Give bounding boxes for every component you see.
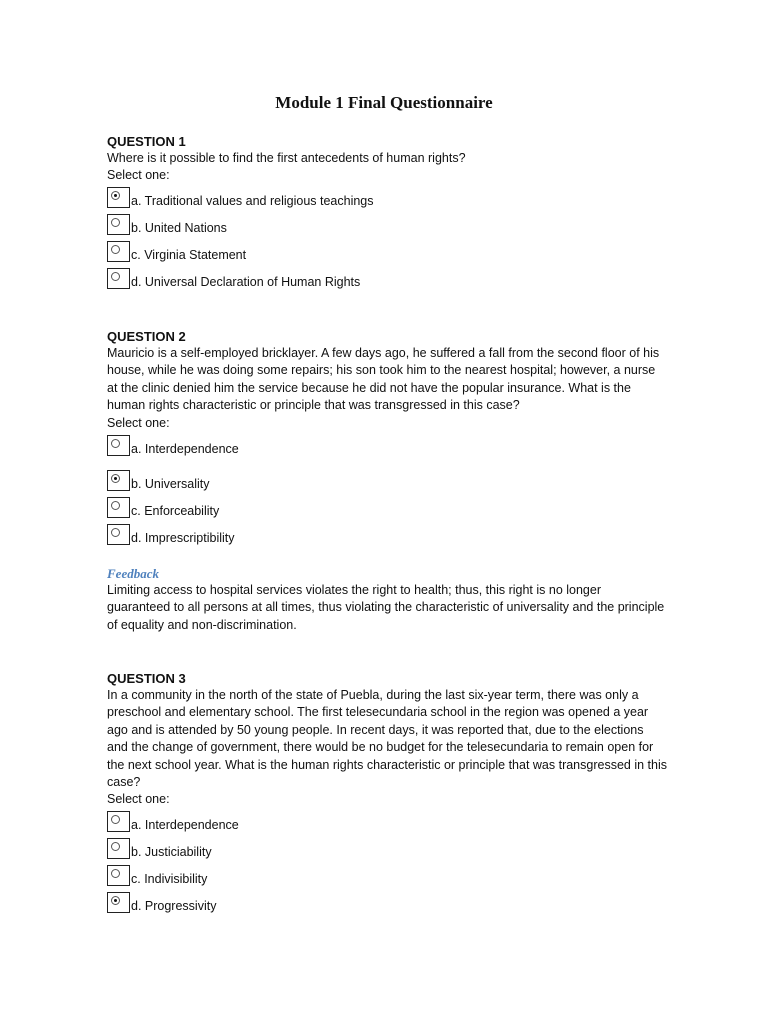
radio-button[interactable] — [107, 435, 130, 456]
option-c[interactable] — [107, 494, 219, 518]
question-text: Where is it possible to find the first antecedents of human rights? — [107, 151, 466, 165]
option-label: b. United Nations — [131, 221, 227, 236]
option-c[interactable] — [107, 238, 246, 262]
option-label: d. Progressivity — [131, 899, 217, 914]
radio-empty-icon — [111, 869, 120, 878]
option-label: b. Universality — [131, 476, 210, 491]
option-a[interactable] — [107, 184, 374, 208]
radio-empty-icon — [111, 815, 120, 824]
question-heading: QUESTION 1 — [107, 134, 186, 149]
radio-button[interactable] — [107, 268, 130, 289]
option-b[interactable] — [107, 467, 210, 491]
feedback-title: Feedback — [107, 566, 159, 581]
question-3 — [107, 670, 667, 914]
option-label: d. Imprescriptibility — [131, 530, 235, 545]
option-b[interactable] — [107, 211, 227, 235]
question-2 — [107, 328, 667, 545]
radio-button[interactable] — [107, 524, 130, 545]
option-label: c. Enforceability — [131, 503, 220, 518]
option-label: d. Universal Declaration of Human Rights — [131, 275, 361, 290]
question-text: Mauricio is a self-employed bricklayer. A few days ago, he suffered a fall from the second floor of his house, while he was doing some repairs; his son took him to the nearest hospital; however, a nurse at the clinic denied him the service because he did not have the popular insurance. What is the human rights characteristic or principle that was transgressed in this case? — [107, 346, 660, 413]
option-label: b. Justiciability — [131, 845, 212, 860]
feedback-text: Limiting access to hospital services violates the right to health; thus, this right is no longer guaranteed to all persons at all times, thus violating the characteristic of universality and the principle of equality and non-discrimination. — [107, 583, 665, 632]
radio-button[interactable] — [107, 497, 130, 518]
option-label: a. Interdependence — [131, 818, 239, 833]
option-d[interactable] — [107, 521, 235, 545]
select-one-label: Select one: — [107, 792, 170, 807]
radio-button[interactable] — [107, 838, 130, 859]
radio-button[interactable] — [107, 241, 130, 262]
radio-button[interactable] — [107, 892, 130, 913]
question-1 — [107, 133, 667, 290]
radio-empty-icon — [111, 501, 120, 510]
radio-button[interactable] — [107, 187, 130, 208]
feedback-section — [107, 565, 667, 634]
radio-button[interactable] — [107, 865, 130, 886]
option-a[interactable] — [107, 432, 239, 456]
radio-button[interactable] — [107, 811, 130, 832]
select-one-label: Select one: — [107, 168, 170, 183]
option-label: c. Virginia Statement — [131, 248, 247, 263]
radio-selected-icon — [111, 474, 120, 483]
radio-empty-icon — [111, 439, 120, 448]
radio-button[interactable] — [107, 470, 130, 491]
option-c[interactable] — [107, 862, 207, 886]
radio-selected-icon — [111, 896, 120, 905]
option-label: c. Indivisibility — [131, 872, 208, 887]
radio-empty-icon — [111, 218, 120, 227]
document-title: Module 1 Final Questionnaire — [275, 93, 493, 112]
radio-empty-icon — [111, 245, 120, 254]
option-d[interactable] — [107, 889, 216, 913]
option-label: a. Interdependence — [131, 441, 239, 456]
option-b[interactable] — [107, 835, 212, 859]
select-one-label: Select one: — [107, 415, 170, 430]
question-heading: QUESTION 3 — [107, 671, 186, 686]
radio-empty-icon — [111, 842, 120, 851]
radio-empty-icon — [111, 272, 120, 281]
option-d[interactable] — [107, 265, 360, 289]
radio-button[interactable] — [107, 214, 130, 235]
option-label: a. Traditional values and religious teachings — [131, 194, 374, 209]
radio-selected-icon — [111, 191, 120, 200]
option-a[interactable] — [107, 808, 239, 832]
radio-empty-icon — [111, 528, 120, 537]
question-text: In a community in the north of the state of Puebla, during the last six-year term, there was only a preschool and elementary school. The first telesecundaria school in the region was opened a year ago and is attended by 50 young people. In recent days, it was reported that, due to the elections and the change of government, there would be no budget for the telesecundaria to remain open for the next school year. What is the human rights characteristic or principle that was transgressed in this case? — [107, 688, 667, 790]
question-heading: QUESTION 2 — [107, 329, 186, 344]
